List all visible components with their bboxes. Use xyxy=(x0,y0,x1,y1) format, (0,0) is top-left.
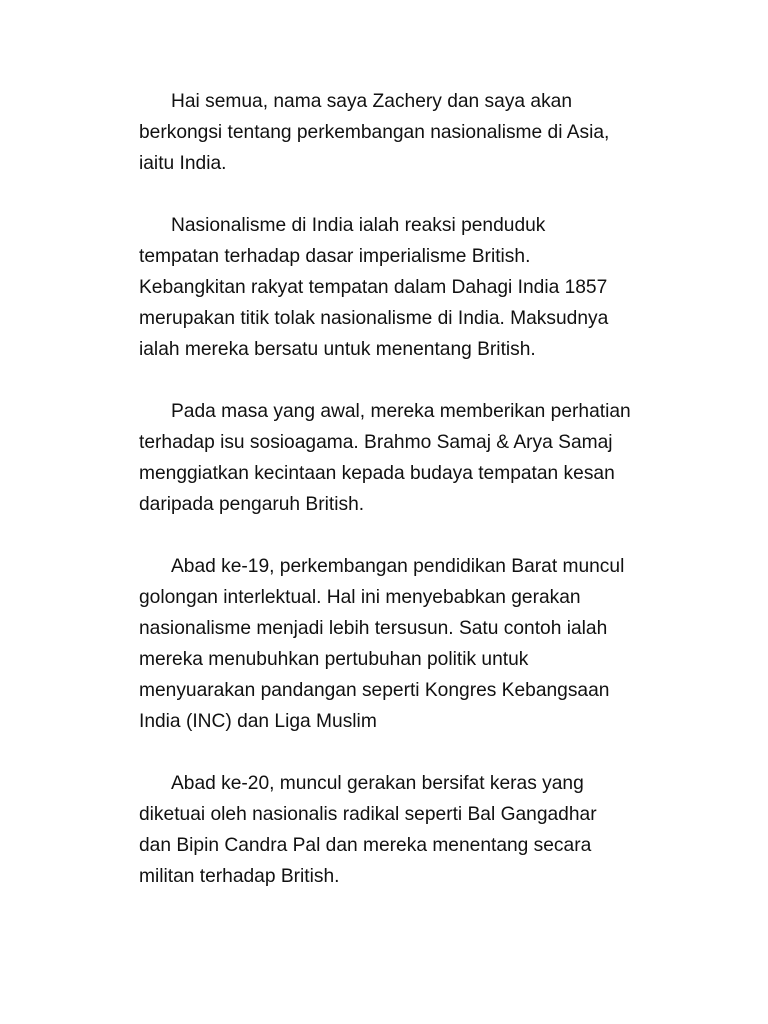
text-line: golongan interlektual. Hal ini menyebabkan gerakan xyxy=(139,587,581,608)
text-line: ialah mereka bersatu untuk menentang British. xyxy=(139,339,536,360)
document-body xyxy=(139,86,699,923)
text-line: Pada masa yang awal, mereka memberikan perhatian xyxy=(171,401,631,422)
paragraph-nationalism-definition xyxy=(139,210,699,365)
text-line: India (INC) dan Liga Muslim xyxy=(139,711,377,732)
text-line: Kebangkitan rakyat tempatan dalam Dahagi India 1857 xyxy=(139,277,608,298)
text-line: Hai semua, nama saya Zachery dan saya akan xyxy=(171,91,573,112)
text-line: iaitu India. xyxy=(139,153,227,174)
paragraph-early-period xyxy=(139,396,699,520)
paragraph-intro xyxy=(139,86,699,179)
paragraph-19th-century xyxy=(139,551,699,737)
text-line: militan terhadap British. xyxy=(139,866,340,887)
text-line: tempatan terhadap dasar imperialisme British. xyxy=(139,246,531,267)
text-line: daripada pengaruh British. xyxy=(139,494,365,515)
text-line: Abad ke-20, muncul gerakan bersifat keras yang xyxy=(171,773,584,794)
text-line: terhadap isu sosioagama. Brahmo Samaj & Arya Samaj xyxy=(139,432,613,453)
text-line: diketuai oleh nasionalis radikal seperti Bal Gangadhar xyxy=(139,804,597,825)
text-line: Abad ke-19, perkembangan pendidikan Barat muncul xyxy=(171,556,625,577)
text-line: menyuarakan pandangan seperti Kongres Kebangsaan xyxy=(139,680,610,701)
text-line: Nasionalisme di India ialah reaksi penduduk xyxy=(171,215,546,236)
text-line: menggiatkan kecintaan kepada budaya tempatan kesan xyxy=(139,463,615,484)
text-line: mereka menubuhkan pertubuhan politik untuk xyxy=(139,649,529,670)
paragraph-20th-century xyxy=(139,768,699,892)
text-line: nasionalisme menjadi lebih tersusun. Satu contoh ialah xyxy=(139,618,608,639)
text-line: berkongsi tentang perkembangan nasionalisme di Asia, xyxy=(139,122,610,143)
text-line: dan Bipin Candra Pal dan mereka menentang secara xyxy=(139,835,592,856)
text-line: merupakan titik tolak nasionalisme di India. Maksudnya xyxy=(139,308,609,329)
